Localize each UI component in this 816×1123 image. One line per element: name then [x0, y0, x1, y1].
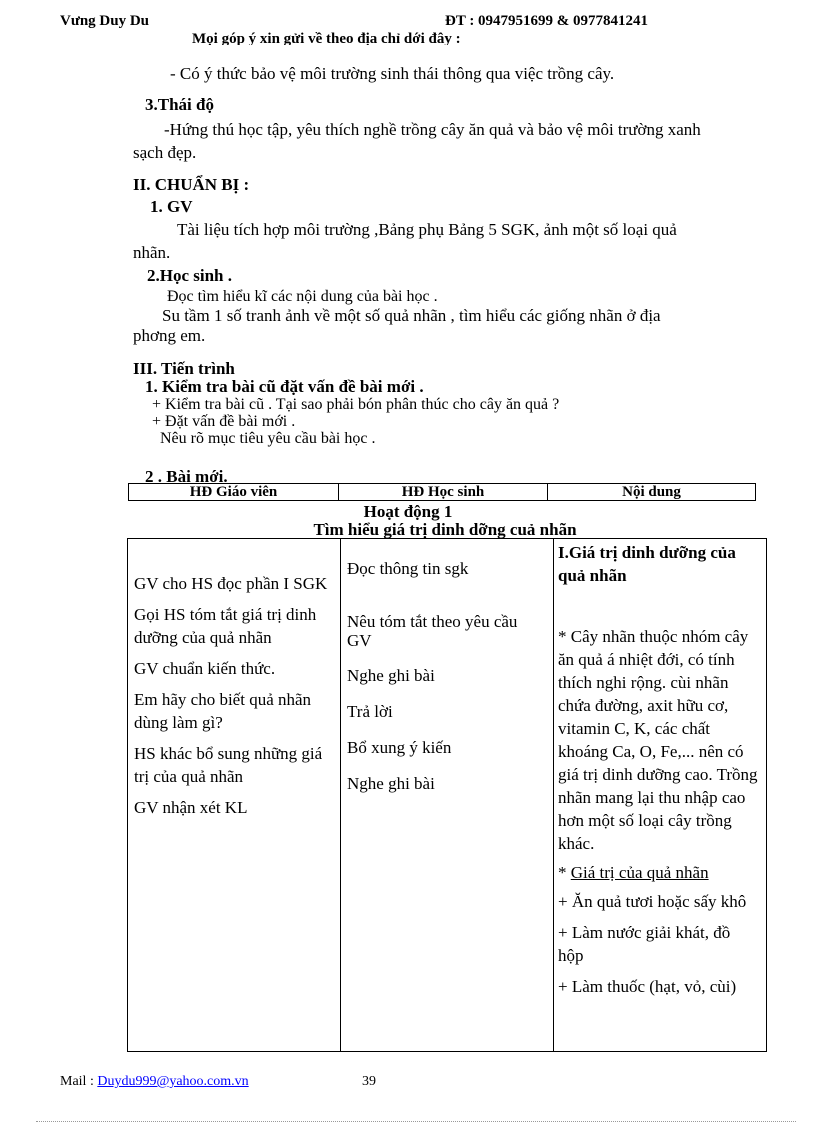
header-note: Mọi góp ý xin gửi về theo địa chỉ dới đây : [192, 31, 461, 45]
header-phone: ĐT : 0947951699 & 0977841241 [445, 13, 649, 29]
student-item: Trả lời [347, 702, 393, 721]
content-paragraph: * Cây nhãn thuộc nhóm cây ăn quả á nhiệt đới, có tính thích nghi rộng. cùi nhãn chứa đường, axit hữu cơ, vitamin C, K, các chất khoáng Ca, O, Fe,... nên có giá trị dinh dưỡng cao. Trồng nhãn mang lại thu nhập cao hơn một số loại cây trồng khác. [558, 627, 758, 853]
body-line: sạch đẹp. [133, 143, 197, 162]
student-item: Nghe ghi bài [347, 666, 435, 685]
heading-thai-do: 3.Thái độ [145, 95, 214, 114]
body-line: Tài liệu tích hợp môi trường ,Bảng phụ Bảng 5 SGK, ảnh một số loại quả [177, 220, 677, 239]
teacher-item: Em hãy cho biết quả nhãn dùng làm gì? [134, 690, 312, 732]
body-line: Nêu rõ mục tiêu yêu cầu bài học . [160, 430, 376, 447]
heading-kiem-tra: 1. Kiểm tra bài cũ đặt vấn đề bài mới . [145, 377, 424, 396]
use-item: + Ăn quả tươi hoặc sấy khô [558, 892, 747, 911]
teacher-item: GV chuẩn kiến thức. [134, 659, 276, 678]
col-header-content: Nội dung [622, 484, 681, 500]
page-number: 39 [362, 1074, 376, 1089]
heading-gv: 1. GV [150, 197, 193, 216]
table-header [128, 483, 756, 501]
heading-chuan-bi: II. CHUẨN BỊ : [133, 175, 250, 194]
body-line: phơng em. [133, 326, 206, 345]
body-line: + Đặt vấn đề bài mới . [152, 413, 296, 430]
student-item: Nghe ghi bài [347, 774, 435, 793]
activity-title: Hoạt động 1 [363, 502, 453, 521]
student-column [347, 559, 543, 793]
heading-tien-trinh: III. Tiến trình [133, 359, 235, 378]
body-line: + Kiểm tra bài cũ . Tại sao phải bón phân thúc cho cây ăn quả ? [152, 396, 560, 413]
col-header-student: HĐ Học sinh [401, 484, 485, 500]
student-item: Đọc thông tin sgk [347, 559, 469, 578]
content-heading: I.Giá trị dinh dưỡng của quả nhãn [558, 543, 736, 585]
body-line: -Hứng thú học tập, yêu thích nghề trồng cây ăn quả và bảo vệ môi trường xanh [164, 120, 701, 139]
body-line: Su tầm 1 số tranh ảnh về một số quả nhãn , tìm hiểu các giống nhãn ở địa [162, 306, 661, 325]
use-item: + Làm thuốc (hạt, vỏ, cùi) [558, 977, 737, 996]
heading-hoc-sinh: 2.Học sinh . [147, 266, 233, 285]
student-item: Bổ xung ý kiến [347, 738, 452, 757]
value-heading: Giá trị của quả nhãn [570, 863, 709, 882]
activity-subtitle: Tìm hiểu giá trị dinh dỡng cuả nhãn [313, 520, 577, 538]
content-column [558, 541, 758, 998]
teacher-item: GV nhận xét KL [134, 798, 248, 817]
col-header-teacher: HĐ Giáo viên [189, 484, 278, 500]
teacher-item: Gọi HS tóm tắt giá trị dinh dưỡng của quả nhãn [134, 605, 317, 647]
footer-rule [36, 1121, 796, 1122]
star-marker: * [558, 863, 567, 882]
footer-mail [60, 1074, 249, 1090]
use-item: + Làm nước giải khát, đồ hộp [558, 923, 731, 965]
header-author: Vưng Duy Du [60, 13, 150, 29]
teacher-item: GV cho HS đọc phần I SGK [134, 574, 328, 593]
body-line: - Có ý thức bảo vệ môi trường sinh thái thông qua việc trồng cây. [170, 64, 615, 83]
body-line: nhãn. [133, 243, 171, 262]
mail-link[interactable]: Duydu999@yahoo.com.vn [97, 1074, 249, 1089]
student-item: Nêu tóm tắt theo yêu cầu GV [347, 612, 518, 650]
teacher-column [134, 572, 334, 819]
activity-table [127, 538, 767, 1052]
heading-bai-moi: 2 . Bài mới. [145, 467, 228, 483]
mail-label: Mail : [60, 1074, 94, 1089]
teacher-item: HS khác bổ sung những giá trị của quả nhãn [134, 744, 323, 786]
body-line: Đọc tìm hiểu kĩ các nội dung của bài học . [167, 288, 438, 305]
